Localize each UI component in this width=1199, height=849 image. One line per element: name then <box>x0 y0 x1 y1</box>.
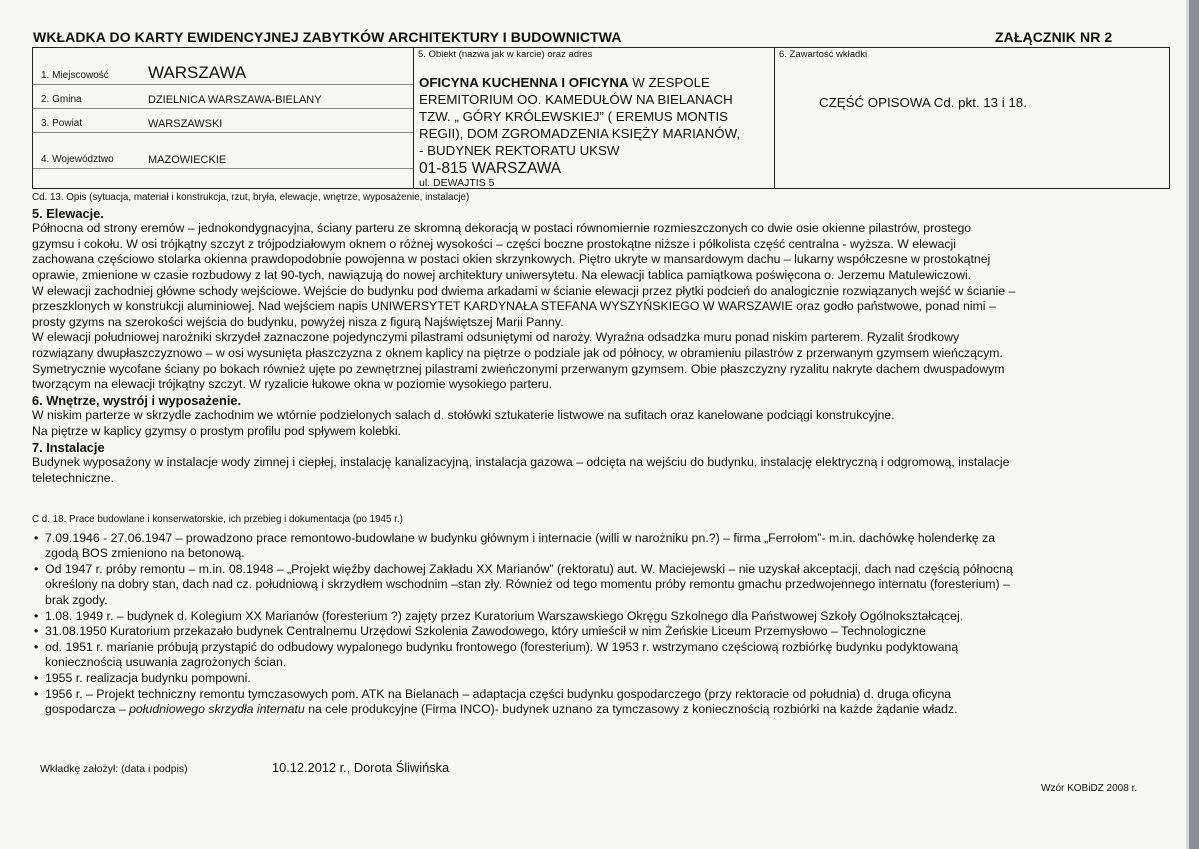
text-line: zachowana częściowo stolarka okienna prawdopodobnie powojenna w postaci okien skrzynkowych. Piętro ukryte w mansardowym dachu – lukarny współczesne w prostokątnej <box>32 252 991 267</box>
section-heading: 5. Elewacje. <box>32 205 104 221</box>
paragraph-elevations <box>32 221 1172 393</box>
bullet: • <box>34 561 39 576</box>
location-label: 2. Gmina <box>41 94 82 105</box>
text-line: W elewacji południowej narożniki skrzydeł zaznaczone pojedynczymi pilastrami odsuniętymi od naroży. Wyraźna odsadzka muru ponad niskim parterem. Ryzalit środkowy <box>32 330 960 345</box>
location-value: MAZOWIECKIE <box>148 154 227 166</box>
list-item <box>32 624 1172 640</box>
paragraph-installations <box>32 455 1172 486</box>
text-line: teletechniczne. <box>32 470 115 485</box>
text-line: brak zgody. <box>45 592 108 607</box>
text-line <box>45 702 1172 718</box>
list-item <box>32 687 1172 718</box>
text-line: 7.09.1946 - 27.06.1947 – prowadzono prace remontowo-budowlane w budynku głównym i internacie (willi w narożniku pn.?) – firma „Ferrołom”- m.in. dachówkę holenderkę za <box>45 530 996 545</box>
text-line: oprawie, zmienione w czasie rozbudowy z lat 90-tych, nawiązują do nowej architektury uniwersytetu. Na elewacji tablica pamiątkowa poświęcona o. Jerzemu Matulewiczowi. <box>32 267 972 282</box>
section-heading: 7. Instalacje <box>32 439 105 455</box>
location-row <box>33 144 413 169</box>
location-value: DZIELNICA WARSZAWA-BIELANY <box>148 94 322 106</box>
text-line: tworzącym na elewacji trójkątny szczyt. W ryzalicie łukowe okna w poziomie wysokiego parteru. <box>32 377 553 392</box>
text-line: koniecznością usuwania zagrożonych ścian. <box>45 655 287 670</box>
location-row <box>33 108 413 133</box>
text-line: przeszklonych w konstrukcji aluminiowej. Nad wejściem napis UNIWERSYTET KARDYNAŁA STEFANA WYSZYŃSKIEGO W WARSZAWIE oraz godło państwowe, ponad nimi – <box>32 299 996 314</box>
text-span: na cele produkcyjne (Firma INCO)- budynek uznano za tymczasowy z koniecznością rozbiórki na każde żądanie władz. <box>304 702 958 717</box>
text-line: rozwiązany dwupłaszczyznowo – w osi wysunięta płaszczyzna z oknem kaplicy na piętrze o podziale jak od północy, w obramieniu pilastrów z przerwanym gzymsem wieńczącym. <box>32 345 1003 360</box>
object-name-line: - BUDYNEK REKTORATU UKSW <box>419 143 620 158</box>
list-item <box>32 671 1172 687</box>
bullet: • <box>34 686 39 701</box>
content-value: CZĘŚĆ OPISOWA Cd. pkt. 13 i 18. <box>819 95 1027 110</box>
text-line: Na piętrze w kaplicy gzymsy o prostym profilu pod spływem kolebki. <box>32 423 402 438</box>
section-caption: Cd. 13. Opis (sytuacja, materiał i konstrukcja, rzut, bryła, elewacje, wnętrze, wyposażenie, instalacje) <box>32 192 470 203</box>
text-line: Budynek wyposażony w instalacje wody zimnej i ciepłej, instalację kanalizacyjną, instalacja gazowa – odcięta na wejściu do budynku, instalację elektryczną i odgromową, instalacje <box>32 455 1010 470</box>
object-street: ul. DEWAJTIS 5 <box>419 177 495 189</box>
text-line: W elewacji zachodniej główne schody wejściowe. Wejście do budynku pod dwiema arkadami w ścianie elewacji przez płytki podcień do analogicznie rozwiązanych wejść w ścianie – <box>32 283 1016 298</box>
description-section <box>32 190 1172 486</box>
text-line: Symetrycznie wycofane ściany po bokach również ujęte po zewnętrznej pilastrami zwieńczonymi przerwanym gzymsem. Obie płaszczyzny ryzalitu nakryte dachem dwuspadowym <box>32 361 1005 376</box>
column-divider <box>774 48 775 188</box>
text-line: 1955 r. realizacja budynku pompowni. <box>45 670 251 685</box>
paragraph-interior <box>32 408 1172 439</box>
list-item <box>32 609 1172 625</box>
header-table <box>32 47 1170 189</box>
object-name-line: REGII), DOM ZGROMADZENIA KSIĘŻY MARIANÓW, <box>419 126 741 141</box>
text-italic: południowego skrzydła internatu <box>129 702 305 717</box>
section-caption: C d. 18. Prace budowlane i konserwatorskie, ich przebieg i dokumentacja (po 1945 r.) <box>32 514 403 525</box>
object-label: 5. Obiekt (nazwa jak w karcie) oraz adres <box>418 49 593 60</box>
text-line: 1.08. 1949 r. – budynek d. Kolegium XX Marianów (foresterium ?) zajęty przez Kuratorium Warszawskiego Okręgu Szkolnego dla Państwowej Szkoły Ogólnokształcącej. <box>45 608 964 623</box>
bullet: • <box>34 639 39 654</box>
section-heading: 6. Wnętrze, wystrój i wyposażenie. <box>32 392 242 408</box>
list-item <box>32 531 1172 562</box>
bullet: • <box>34 624 39 639</box>
location-value: WARSZAWSKI <box>148 118 223 130</box>
column-divider <box>413 48 414 188</box>
text-line: Od 1947 r. próby remontu – m.in. 08.1948 – „Projekt więźby dachowej Zakładu XX Marianów” (rektoratu) aut. W. Maciejewski – nie uzyskał akceptacji, dach nad częścią północną <box>45 561 1013 576</box>
works-section <box>32 512 1172 718</box>
object-postal: 01-815 WARSZAWA <box>419 160 562 177</box>
text-line: W niskim parterze w skrzydle zachodnim we wtórnie podzielonych salach d. stołówki sztukaterie listwowe na sufitach oraz kanelowane podciągi konstrukcyjne. <box>32 408 895 423</box>
object-name-rest: W ZESPOLE <box>628 75 710 90</box>
object-name-line <box>419 74 710 91</box>
text-line: prosty gzyms na szerokości wejścia do budynku, powyżej nisza z figurą Najświętszej Marii Panny. <box>32 314 564 329</box>
annex-number: ZAŁĄCZNIK NR 2 <box>995 29 1113 45</box>
object-name-line: TZW. „ GÓRY KRÓLEWSKIEJ” ( EREMUS MONTIS <box>419 109 729 124</box>
made-by-value: 10.12.2012 r., Dorota Śliwińska <box>272 760 450 775</box>
made-by-label: Wkładkę założył: (data i podpis) <box>40 763 188 775</box>
location-label: 3. Powiat <box>41 118 83 129</box>
bullet: • <box>34 608 39 623</box>
object-name-line: EREMITORIUM OO. KAMEDUŁÓW NA BIELANACH <box>419 92 733 107</box>
location-row <box>33 60 413 85</box>
bullet: • <box>34 670 39 685</box>
text-span: gospodarcza – <box>45 702 130 717</box>
location-label: 4. Województwo <box>41 154 114 165</box>
text-line: gzymsu i cokołu. W osi trójkątny szczyt z trójpodziałowym oknem o różnej wysokości – części boczne prostokątne niższe i półkolista część centralna - wyższa. W elewacji <box>32 236 956 251</box>
object-name-bold: OFICYNA KUCHENNA I OFICYNA <box>419 75 629 90</box>
pattern-label: Wzór KOBiDZ 2008 r. <box>1041 783 1138 794</box>
list-item <box>32 562 1172 609</box>
text-line: 31.08.1950 Kuratorium przekazało budynek Centralnemu Urzędowi Szkolenia Zawodowego, który umieścił w nim Żeńskie Liceum Przemysłowo – Technologiczne <box>45 624 926 639</box>
text-line: Północna od strony eremów – jednokondygnacyjna, ściany parteru ze skromną dekoracją w postaci równomiernie rozmieszczonych co dwie osie okienne pilastrów, prostego <box>32 221 972 236</box>
list-item <box>32 640 1172 671</box>
content-label: 6. Zawartość wkładki <box>779 49 868 60</box>
text-line: określony na dobry stan, dach nad cz. południową i skrzydłem wschodnim –stan zły. Również od tego momentu próby remontu gmachu przedwojennego internatu (foresterium) – <box>45 577 1010 592</box>
location-label: 1. Miejscowość <box>41 70 109 81</box>
text-line: zgodą BOS zmieniono na betonową. <box>45 546 245 561</box>
text-line: 1956 r. – Projekt techniczny remontu tymczasowych pom. ATK na Bielanach – adaptacja części budynku gospodarczego (przy rektoracie od południa) d. druga oficyna <box>45 686 952 701</box>
location-row <box>33 84 413 109</box>
form-title: WKŁADKA DO KARTY EWIDENCYJNEJ ZABYTKÓW ARCHITEKTURY I BUDOWNICTWA <box>33 29 622 45</box>
location-value: WARSZAWA <box>148 63 247 82</box>
bullet: • <box>34 530 39 545</box>
text-line: od. 1951 r. marianie próbują przystąpić do odbudowy wypalonego budynku frontowego (foresterium). W 1953 r. wstrzymano częściową rozbiórkę budynku podyktowaną <box>45 639 959 654</box>
